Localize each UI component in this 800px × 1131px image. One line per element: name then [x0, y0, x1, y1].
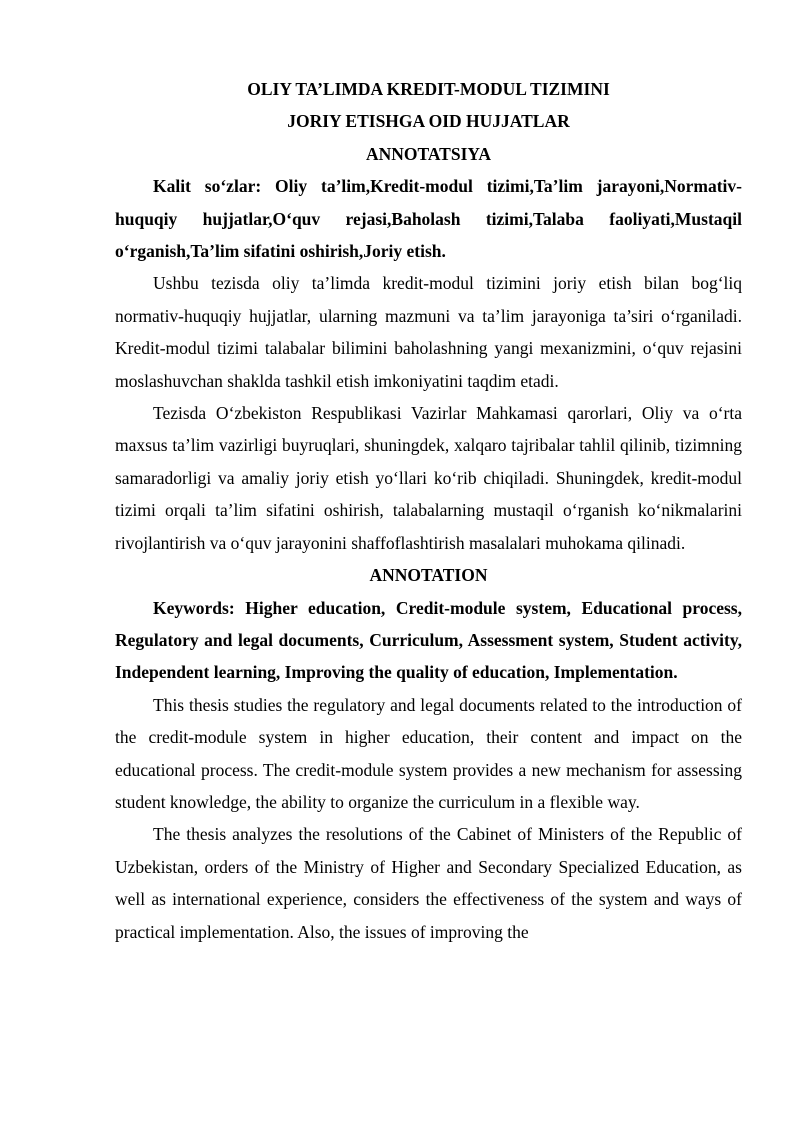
annotation-heading: ANNOTATION — [369, 565, 488, 586]
annotatsiya-paragraph-1: Ushbu tezisda oliy ta’limda kredit-modul tizimini joriy etish bilan bog‘liq normativ-huquqiy hujjatlar, ularning mazmuni va ta’lim jarayoniga ta’siri o‘rganiladi. Kredit-modul tizimi talabalar bilimini baholashning yangi mexanizmini, o‘quv rejasini moslashuvchan shaklda tashkil etish imkoniyatini taqdim etadi. — [115, 273, 742, 391]
title-line-2: JORIY ETISHGA OID HUJJATLAR — [287, 111, 570, 132]
annotatsiya-keywords: Kalit so‘zlar: Oliy ta’lim,Kredit-modul tizimi,Ta’lim jarayoni,Normativ-huquqiy hujjatlar,O‘quv rejasi,Baholash tizimi,Talaba faoliyati,Mustaqil o‘rganish,Ta’lim sifatini oshirish,Joriy etish. — [115, 176, 742, 262]
title-line-1: OLIY TA’LIMDA KREDIT-MODUL TIZIMINI — [247, 79, 610, 99]
annotation-paragraph-1: This thesis studies the regulatory and legal documents related to the introduction of the credit-module system in higher education, their content and impact on the educational process. The credit-module system provides a new mechanism for assessing student knowledge, the ability to organize the curriculum in a flexible way. — [115, 694, 742, 812]
annotation-keywords: Keywords: Higher education, Credit-module system, Educational process, Regulatory and legal documents, Curriculum, Assessment system, Student activity, Independent learning, Improving the quality of education, Implementation. — [115, 597, 742, 683]
annotatsiya-paragraph-2: Tezisda O‘zbekiston Respublikasi Vazirlar Mahkamasi qarorlari, Oliy va o‘rta maxsus ta’lim vazirligi buyruqlari, shuningdek, xalqaro tajribalar tahlil qilinib, tizimning samaradorligi va amaliy joriy etish yo‘llari ko‘rib chiqiladi. Shuningdek, kredit-modul tizimi orqali ta’lim sifatini oshirish, talabalarning mustaqil o‘rganish ko‘nikmalarini rivojlantirish va o‘quv jarayonini shaffoflashtirish masalalari muhokama qilinadi. — [115, 403, 742, 553]
annotation-paragraph-2: The thesis analyzes the resolutions of the Cabinet of Ministers of the Republic of Uzbekistan, orders of the Ministry of Higher and Secondary Specialized Education, as well as international experience, considers the effectiveness of the system and ways of practical implementation. Also, the issues of improving the — [115, 824, 742, 942]
annotatsiya-heading: ANNOTATSIYA — [365, 143, 492, 164]
document-body — [115, 73, 742, 948]
